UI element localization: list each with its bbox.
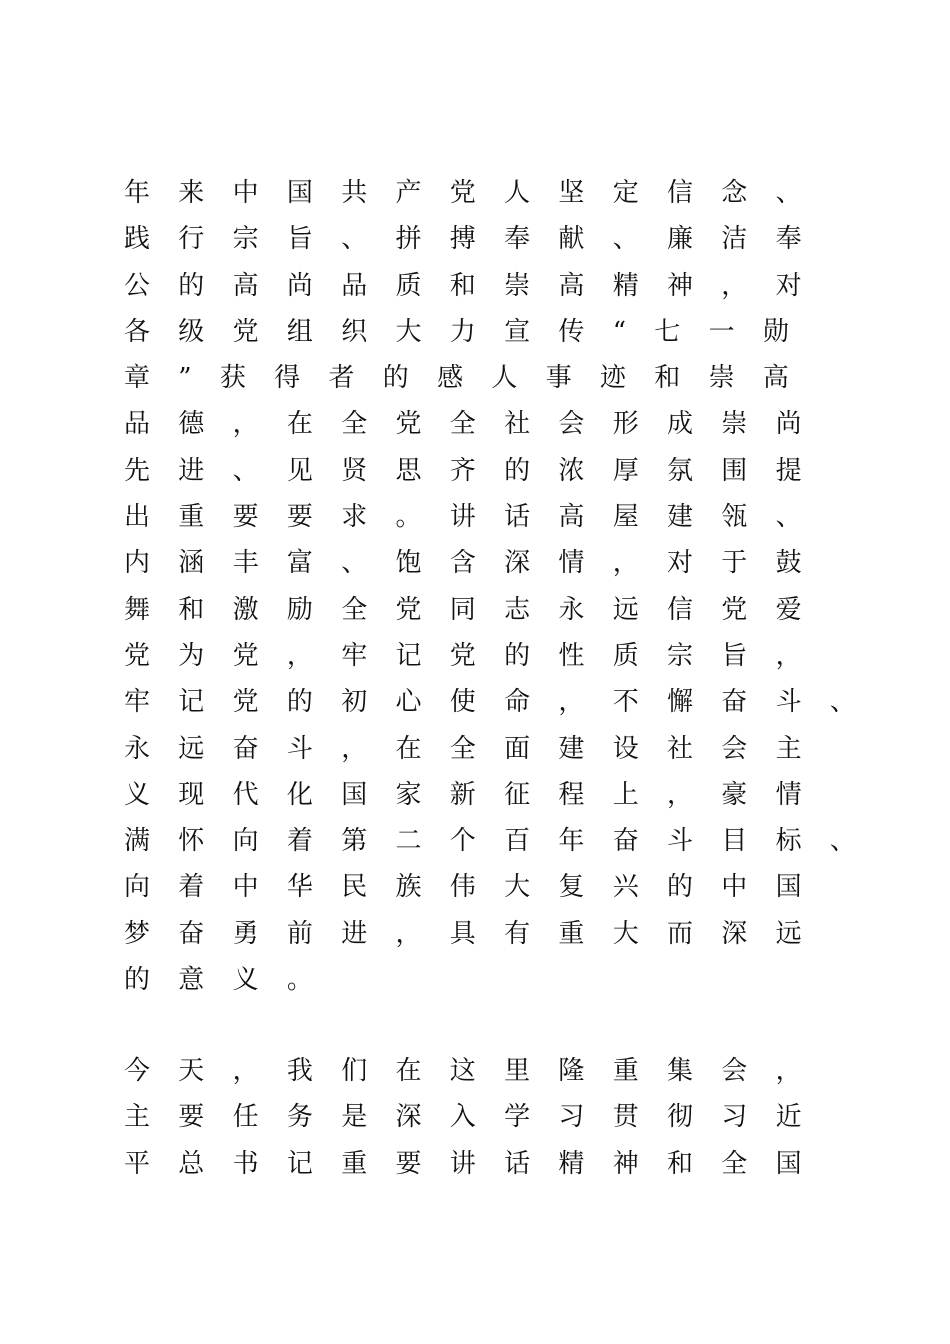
text-line: 各级党组织大力宣传“七一勋	[124, 316, 818, 347]
text-line: 品德，在全党全社会形成崇尚	[124, 409, 830, 440]
paragraph	[124, 170, 884, 1003]
text-line: 内涵丰富、饱含深情，对于鼓	[124, 548, 830, 579]
text-line: 牢记党的初心使命，不懈奋斗、	[124, 687, 885, 718]
text-line: 公的高尚品质和崇高精神，对	[124, 270, 830, 301]
text-line: 出重要要求。讲话高屋建瓴、	[124, 502, 830, 533]
text-line: 主要任务是深入学习贯彻习近	[124, 1102, 830, 1133]
text-line: 今天，我们在这里隆重集会，	[124, 1056, 830, 1086]
text-line: 章”获得者的感人事迹和崇高	[124, 363, 818, 394]
text-line: 满怀向着第二个百年奋斗目标、	[124, 826, 885, 857]
text-line: 年来中国共产党人坚定信念、	[124, 178, 830, 208]
text-line: 党为党，牢记党的性质宗旨，	[124, 640, 830, 671]
text-line: 梦奋勇前进，具有重大而深远	[124, 918, 830, 949]
text-line: 践行宗旨、拼搏奉献、廉洁奉	[124, 224, 830, 255]
text-line: 平总书记重要讲话精神和全国	[124, 1148, 830, 1179]
text-line: 舞和激励全党同志永远信党爱	[124, 594, 830, 625]
text-line: 永远奋斗，在全面建设社会主	[124, 733, 830, 764]
text-line: 向着中华民族伟大复兴的中国	[124, 872, 830, 903]
text-line: 先进、见贤思齐的浓厚氛围提	[124, 455, 830, 486]
paragraph	[124, 1048, 830, 1187]
text-line: 义现代化国家新征程上，豪情	[124, 779, 830, 810]
text-line: 的意义。	[124, 965, 342, 996]
